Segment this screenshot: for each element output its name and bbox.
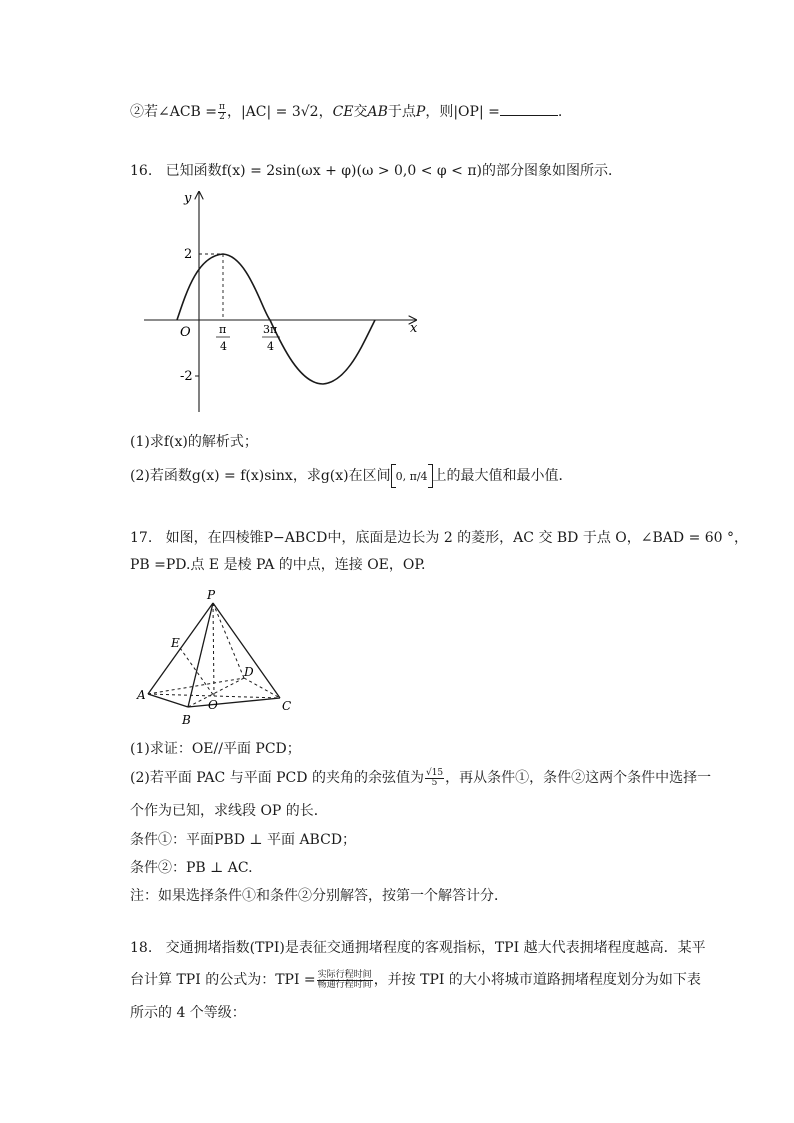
p15-line — [130, 102, 562, 122]
p17-cos-den: 5 — [431, 777, 438, 788]
p18-line2-b: ，并按 TPI 的大小将城市道路拥堵程度划分为如下表 — [373, 972, 701, 988]
p16-q2-b: 上的最大值和最小值． — [432, 468, 573, 484]
p18-line1 — [130, 938, 706, 958]
p16-q2-a: (2)若函数g(x) = f(x)sinx，求g(x)在区间 — [130, 468, 391, 484]
p15-frac-den: 2 — [219, 111, 225, 122]
p17-q1-text: (1)求证：OE//平面 PCD； — [130, 741, 301, 757]
p18-number: 18. — [130, 940, 153, 956]
p16-q1-text: (1)求f(x)的解析式； — [130, 434, 258, 450]
p15-ce: CE — [332, 104, 354, 120]
p17-q1 — [130, 739, 301, 759]
sine-curve — [177, 254, 375, 384]
p18-line1-text: 交通拥堵指数(TPI)是表征交通拥堵程度的客观指标，TPI 越大代表拥堵程度越高．某平 — [165, 940, 706, 956]
p16-q2 — [130, 464, 573, 488]
p15-ze: ，则|OP| = — [425, 104, 500, 120]
p16-interval: 0, π/4 — [395, 470, 428, 483]
x-label: x — [410, 321, 418, 336]
p18-line3-text: 所示的 4 个等级： — [130, 1005, 246, 1021]
tpi-frac-num: 实际行程时间 — [317, 969, 372, 980]
p15-ab: AB — [367, 104, 388, 120]
p16-text: 已知函数f(x) = 2sin(ωx + φ)(ω > 0,0 < φ < π)的部分图象如图所示． — [165, 163, 623, 179]
p17-c2: 条件②：PB ⊥ AC. — [130, 860, 253, 876]
pyramid-figure — [128, 586, 298, 736]
p17-number: 17. — [130, 530, 153, 546]
p15-prefix: ②若∠ACB = — [130, 104, 218, 120]
answer-blank[interactable] — [500, 102, 558, 116]
seg-PO — [213, 603, 214, 696]
p15-end: . — [557, 104, 563, 120]
tick-2-label: 2 — [184, 247, 193, 262]
p17-condition-1 — [130, 830, 356, 850]
tick-pi4-num: π — [219, 323, 227, 336]
edge-AB — [148, 694, 188, 707]
p16-stem — [130, 161, 622, 181]
label-A: A — [137, 688, 146, 702]
p18-line2 — [130, 970, 701, 990]
p17-q2-b: ，再从条件①，条件②这两个条件中选择一 — [445, 770, 712, 786]
p15-fraction — [218, 103, 226, 122]
p17-cos-fraction — [425, 769, 444, 788]
p15-mid: ，|AC| = 3 — [226, 104, 301, 120]
tick-neg2-label: -2 — [180, 369, 193, 384]
p17-q2-c: 个作为已知，求线段 OP 的长． — [130, 803, 328, 819]
p17-note-text: 注：如果选择条件①和条件②分别解答，按第一个解答计分． — [130, 888, 508, 904]
y-label: y — [184, 191, 192, 206]
tick-3pi4-den: 4 — [267, 340, 274, 353]
edge-BC — [188, 698, 280, 707]
label-E: E — [171, 636, 180, 650]
sine-graph — [140, 186, 430, 418]
tick-3pi4-num: 3π — [263, 323, 278, 336]
edge-DC — [244, 678, 280, 698]
p18-line3 — [130, 1003, 246, 1023]
p15-sqrt: √2 — [300, 104, 319, 120]
edge-AD — [148, 678, 244, 694]
origin-label: O — [180, 325, 191, 340]
p17-cos-num: √15 — [425, 767, 444, 778]
p17-line1: 如图，在四棱锥P−ABCD中，底面是边长为 2 的菱形，AC 交 BD 于点 O，∠BAD = 60 °， — [165, 530, 749, 546]
label-D: D — [244, 665, 254, 679]
p17-q2 — [130, 768, 711, 788]
edge-PC — [213, 603, 280, 698]
p17-line2: PB =PD.点 E 是棱 PA 的中点，连接 OE，OP. — [130, 557, 426, 573]
p15-tail: ， — [318, 104, 333, 120]
p16-q1 — [130, 432, 258, 452]
p15-p: P — [415, 104, 426, 120]
label-B: B — [182, 713, 191, 727]
p17-stem-1 — [130, 528, 748, 548]
label-O: O — [208, 698, 218, 712]
p17-stem-2 — [130, 555, 425, 575]
p15-yu: 于点 — [387, 104, 416, 120]
tick-pi4-den: 4 — [220, 340, 227, 353]
p15-frac-num: π — [219, 101, 225, 112]
p15-jiao: 交 — [353, 104, 368, 120]
p17-note — [130, 886, 508, 906]
p17-q2-a: (2)若平面 PAC 与平面 PCD 的夹角的余弦值为 — [130, 770, 424, 786]
tpi-frac-den: 畅通行程时间 — [317, 979, 372, 990]
label-C: C — [282, 699, 292, 713]
edge-PB — [188, 603, 213, 707]
p16-number: 16. — [130, 163, 153, 179]
p17-condition-2 — [130, 858, 253, 878]
p18-line2-a: 台计算 TPI 的公式为：TPI = — [130, 972, 316, 988]
label-P: P — [207, 588, 216, 602]
p17-c1: 条件①：平面PBD ⊥ 平面 ABCD； — [130, 832, 357, 848]
tpi-fraction — [317, 971, 373, 990]
p17-q2-cont — [130, 801, 328, 821]
